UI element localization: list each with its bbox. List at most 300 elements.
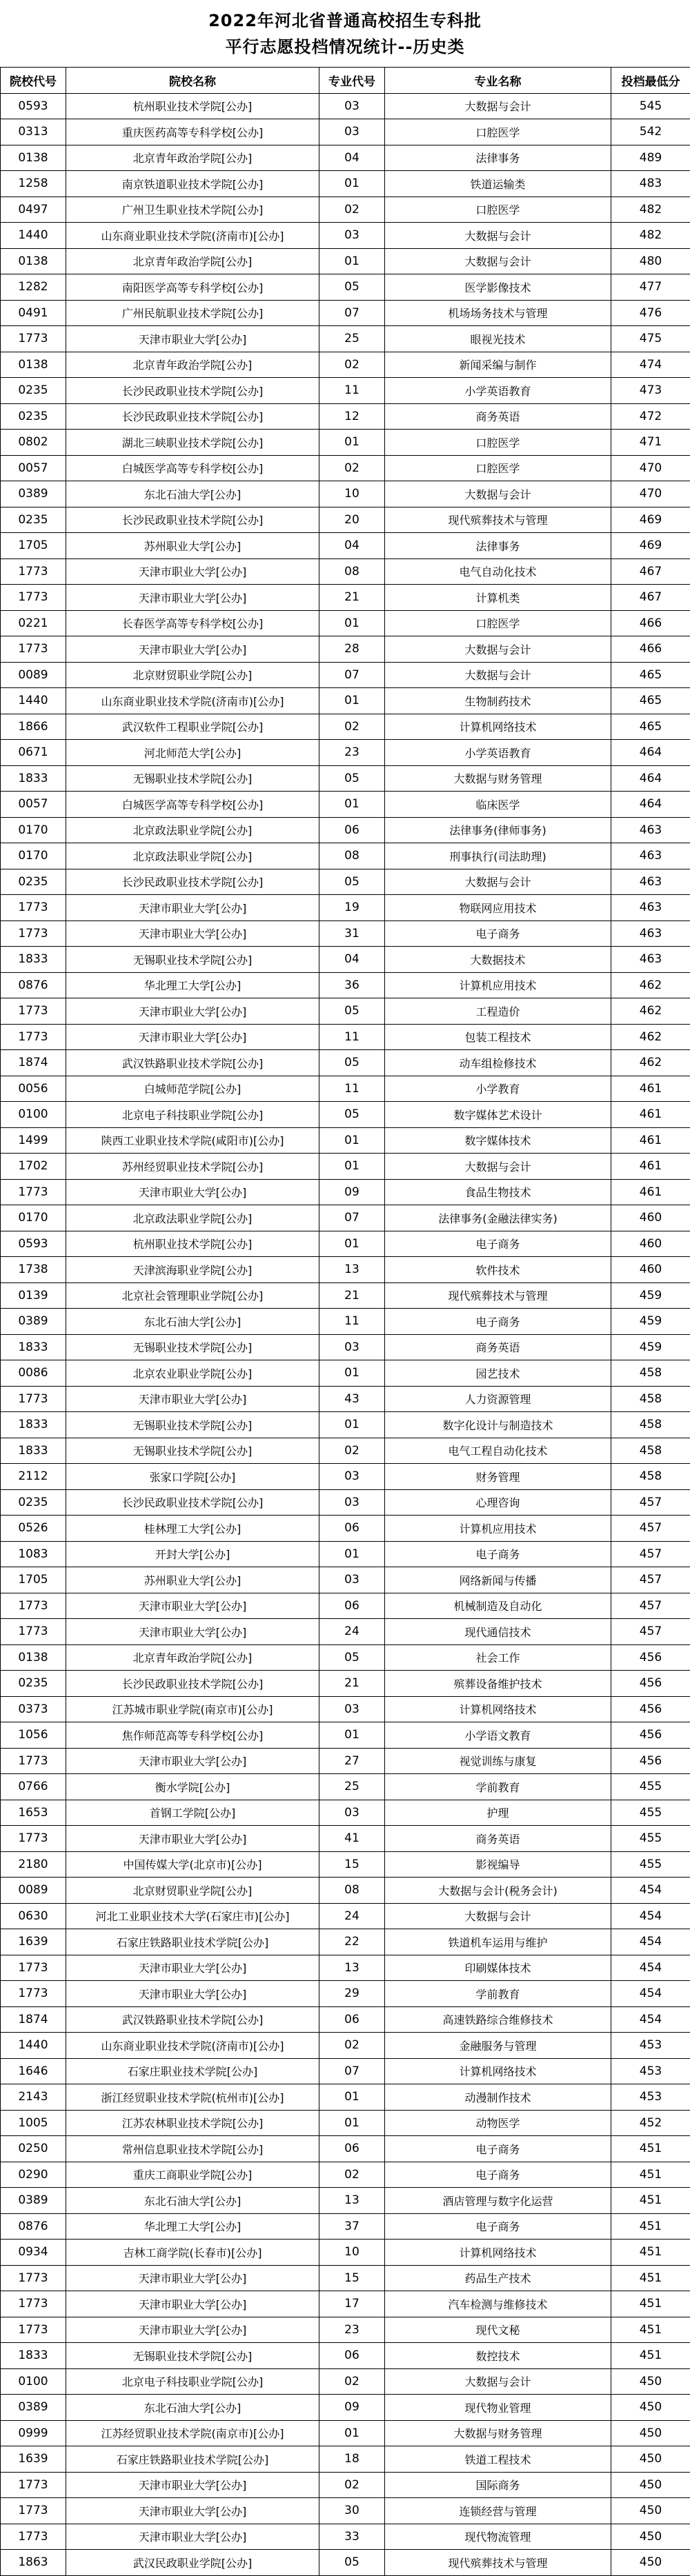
school-name-cell: 北京青年政治学院[公办] [66, 1644, 319, 1671]
school-name-cell: 白城医学高等专科学校[公办] [66, 455, 319, 481]
table-row [1, 1929, 690, 1955]
major-code-cell: 08 [319, 1878, 385, 1904]
school-code-cell: 1258 [1, 171, 66, 197]
school-code-cell: 0170 [1, 1205, 66, 1231]
min-score-cell: 451 [611, 2213, 690, 2240]
school-name-cell: 天津市职业大学[公办] [66, 1619, 319, 1645]
major-code-cell: 08 [319, 559, 385, 585]
header-major-code: 专业代号 [319, 68, 385, 94]
school-code-cell: 0057 [1, 792, 66, 818]
min-score-cell: 458 [611, 1386, 690, 1412]
table-row [1, 610, 690, 636]
admission-table [0, 67, 690, 2576]
school-name-cell: 华北理工大学[公办] [66, 972, 319, 998]
major-name-cell: 大数据与会计 [385, 223, 611, 249]
school-code-cell: 1773 [1, 1024, 66, 1050]
table-row [1, 1179, 690, 1205]
min-score-cell: 458 [611, 1464, 690, 1490]
table-row [1, 455, 690, 481]
min-score-cell: 480 [611, 248, 690, 274]
table-row [1, 197, 690, 223]
table-row [1, 2291, 690, 2317]
min-score-cell: 461 [611, 1102, 690, 1128]
min-score-cell: 453 [611, 2058, 690, 2084]
school-name-cell: 东北石油大学[公办] [66, 481, 319, 507]
school-name-cell: 天津市职业大学[公办] [66, 585, 319, 611]
school-code-cell: 0290 [1, 2162, 66, 2188]
school-code-cell: 0138 [1, 145, 66, 171]
major-name-cell: 数字化设计与制造技术 [385, 1412, 611, 1438]
min-score-cell: 460 [611, 1205, 690, 1231]
school-name-cell: 河北工业职业技术大学(石家庄市)[公办] [66, 1903, 319, 1929]
school-code-cell: 1705 [1, 533, 66, 559]
table-row [1, 920, 690, 947]
major-code-cell: 13 [319, 2188, 385, 2214]
table-row [1, 2006, 690, 2033]
min-score-cell: 470 [611, 481, 690, 507]
min-score-cell: 469 [611, 533, 690, 559]
major-code-cell: 03 [319, 1696, 385, 1722]
school-code-cell: 1773 [1, 1826, 66, 1852]
min-score-cell: 452 [611, 2110, 690, 2136]
major-name-cell: 现代殡葬技术与管理 [385, 1282, 611, 1309]
table-row [1, 481, 690, 507]
major-name-cell: 刑事执行(司法助理) [385, 843, 611, 869]
school-code-cell: 1773 [1, 998, 66, 1025]
school-code-cell: 0139 [1, 1282, 66, 1309]
school-name-cell: 北京政法职业学院[公办] [66, 843, 319, 869]
major-name-cell: 护理 [385, 1800, 611, 1826]
school-name-cell: 广州卫生职业技术学院[公办] [66, 197, 319, 223]
school-name-cell: 南阳医学高等专科学校[公办] [66, 274, 319, 301]
major-name-cell: 电子商务 [385, 1309, 611, 1335]
major-code-cell: 11 [319, 1024, 385, 1050]
school-name-cell: 杭州职业技术学院[公办] [66, 93, 319, 119]
major-name-cell: 社会工作 [385, 1644, 611, 1671]
major-code-cell: 03 [319, 1334, 385, 1360]
school-name-cell: 吉林工商学院(长春市)[公办] [66, 2240, 319, 2266]
major-code-cell: 05 [319, 1644, 385, 1671]
school-code-cell: 0086 [1, 1360, 66, 1387]
school-name-cell: 苏州职业大学[公办] [66, 1567, 319, 1593]
table-row [1, 2188, 690, 2214]
min-score-cell: 466 [611, 636, 690, 663]
school-code-cell: 1773 [1, 1386, 66, 1412]
major-code-cell: 07 [319, 662, 385, 688]
min-score-cell: 458 [611, 1412, 690, 1438]
min-score-cell: 455 [611, 1800, 690, 1826]
major-name-cell: 电子商务 [385, 920, 611, 947]
min-score-cell: 457 [611, 1567, 690, 1593]
school-code-cell: 0138 [1, 248, 66, 274]
table-row [1, 1567, 690, 1593]
major-code-cell: 01 [319, 430, 385, 456]
major-name-cell: 法律事务(金融法律实务) [385, 1205, 611, 1231]
min-score-cell: 470 [611, 455, 690, 481]
major-code-cell: 07 [319, 300, 385, 326]
school-code-cell: 1833 [1, 1438, 66, 1464]
major-code-cell: 18 [319, 2446, 385, 2473]
school-name-cell: 焦作师范高等专科学校[公办] [66, 1722, 319, 1749]
table-row [1, 2084, 690, 2111]
major-code-cell: 05 [319, 2550, 385, 2576]
school-code-cell: 1639 [1, 1929, 66, 1955]
table-row [1, 585, 690, 611]
min-score-cell: 463 [611, 895, 690, 921]
major-name-cell: 大数据与会计 [385, 662, 611, 688]
major-code-cell: 05 [319, 998, 385, 1025]
school-name-cell: 北京农业职业学院[公办] [66, 1360, 319, 1387]
major-name-cell: 动车组检修技术 [385, 1050, 611, 1076]
min-score-cell: 482 [611, 223, 690, 249]
table-row [1, 817, 690, 843]
major-name-cell: 数字媒体艺术设计 [385, 1102, 611, 1128]
major-code-cell: 01 [319, 1127, 385, 1154]
major-name-cell: 大数据与会计 [385, 93, 611, 119]
table-row [1, 1076, 690, 1102]
min-score-cell: 459 [611, 1334, 690, 1360]
major-name-cell: 计算机网络技术 [385, 2240, 611, 2266]
major-code-cell: 02 [319, 455, 385, 481]
major-code-cell: 17 [319, 2291, 385, 2317]
major-name-cell: 园艺技术 [385, 1360, 611, 1387]
school-code-cell: 0526 [1, 1516, 66, 1542]
school-code-cell: 1773 [1, 2291, 66, 2317]
school-code-cell: 0389 [1, 2188, 66, 2214]
school-code-cell: 0250 [1, 2136, 66, 2162]
major-code-cell: 01 [319, 1722, 385, 1749]
school-name-cell: 天津市职业大学[公办] [66, 1748, 319, 1774]
min-score-cell: 473 [611, 378, 690, 404]
min-score-cell: 454 [611, 1929, 690, 1955]
school-code-cell: 0170 [1, 843, 66, 869]
table-row [1, 145, 690, 171]
major-name-cell: 大数据与会计 [385, 869, 611, 895]
school-code-cell: 2143 [1, 2084, 66, 2111]
school-code-cell: 0876 [1, 972, 66, 998]
school-code-cell: 0235 [1, 403, 66, 430]
major-code-cell: 03 [319, 93, 385, 119]
table-row [1, 2498, 690, 2524]
table-row [1, 559, 690, 585]
school-name-cell: 北京电子科技职业学院[公办] [66, 1102, 319, 1128]
school-code-cell: 1005 [1, 2110, 66, 2136]
school-code-cell: 1866 [1, 714, 66, 740]
major-name-cell: 法律事务(律师事务) [385, 817, 611, 843]
school-code-cell: 0235 [1, 507, 66, 533]
table-row [1, 1826, 690, 1852]
table-row [1, 2058, 690, 2084]
min-score-cell: 462 [611, 972, 690, 998]
min-score-cell: 451 [611, 2343, 690, 2369]
school-name-cell: 武汉软件工程职业学院[公办] [66, 714, 319, 740]
school-code-cell: 0389 [1, 2395, 66, 2421]
header-major-name: 专业名称 [385, 68, 611, 94]
table-row [1, 2213, 690, 2240]
table-row [1, 300, 690, 326]
major-name-cell: 人力资源管理 [385, 1386, 611, 1412]
school-code-cell: 1773 [1, 1981, 66, 2007]
major-code-cell: 07 [319, 1205, 385, 1231]
school-code-cell: 1773 [1, 895, 66, 921]
major-code-cell: 15 [319, 2265, 385, 2291]
major-name-cell: 高速铁路综合维修技术 [385, 2006, 611, 2033]
school-name-cell: 华北理工大学[公办] [66, 2213, 319, 2240]
min-score-cell: 461 [611, 1076, 690, 1102]
major-code-cell: 02 [319, 197, 385, 223]
min-score-cell: 450 [611, 2395, 690, 2421]
school-name-cell: 东北石油大学[公办] [66, 2188, 319, 2214]
major-name-cell: 财务管理 [385, 1464, 611, 1490]
school-name-cell: 石家庄职业技术学院[公办] [66, 2058, 319, 2084]
school-code-cell: 0373 [1, 1696, 66, 1722]
table-row [1, 1878, 690, 1904]
major-code-cell: 02 [319, 714, 385, 740]
min-score-cell: 454 [611, 1955, 690, 1981]
table-row [1, 2368, 690, 2395]
school-code-cell: 1702 [1, 1154, 66, 1180]
major-code-cell: 12 [319, 403, 385, 430]
major-code-cell: 05 [319, 274, 385, 301]
min-score-cell: 450 [611, 2498, 690, 2524]
major-code-cell: 10 [319, 2240, 385, 2266]
min-score-cell: 451 [611, 2291, 690, 2317]
table-header-row [1, 68, 690, 94]
school-code-cell: 1833 [1, 765, 66, 792]
school-name-cell: 江苏经贸职业技术学院(南京市)[公办] [66, 2420, 319, 2446]
school-code-cell: 1499 [1, 1127, 66, 1154]
school-code-cell: 0235 [1, 869, 66, 895]
major-code-cell: 01 [319, 2420, 385, 2446]
table-row [1, 1644, 690, 1671]
min-score-cell: 471 [611, 430, 690, 456]
school-code-cell: 0170 [1, 817, 66, 843]
major-name-cell: 商务英语 [385, 1826, 611, 1852]
school-name-cell: 广州民航职业技术学院[公办] [66, 300, 319, 326]
major-name-cell: 计算机应用技术 [385, 972, 611, 998]
table-row [1, 869, 690, 895]
school-code-cell: 0100 [1, 1102, 66, 1128]
major-code-cell: 07 [319, 2058, 385, 2084]
major-code-cell: 24 [319, 1903, 385, 1929]
table-row [1, 2524, 690, 2550]
school-code-cell: 0138 [1, 1644, 66, 1671]
min-score-cell: 462 [611, 1050, 690, 1076]
school-name-cell: 山东商业职业技术学院(济南市)[公办] [66, 2033, 319, 2059]
school-name-cell: 无锡职业技术学院[公办] [66, 1438, 319, 1464]
min-score-cell: 460 [611, 1231, 690, 1257]
table-row [1, 1722, 690, 1749]
major-name-cell: 物联网应用技术 [385, 895, 611, 921]
min-score-cell: 456 [611, 1748, 690, 1774]
school-name-cell: 中国传媒大学(北京市)[公办] [66, 1851, 319, 1878]
table-row [1, 119, 690, 145]
school-name-cell: 长沙民政职业技术学院[公办] [66, 1671, 319, 1697]
school-name-cell: 北京政法职业学院[公办] [66, 817, 319, 843]
major-name-cell: 心理咨询 [385, 1489, 611, 1516]
min-score-cell: 463 [611, 843, 690, 869]
school-code-cell: 1773 [1, 2472, 66, 2498]
school-code-cell: 0876 [1, 2213, 66, 2240]
major-name-cell: 商务英语 [385, 403, 611, 430]
major-name-cell: 铁道机车运用与维护 [385, 1929, 611, 1955]
major-name-cell: 大数据与会计 [385, 636, 611, 663]
major-code-cell: 06 [319, 2006, 385, 2033]
school-name-cell: 天津市职业大学[公办] [66, 2498, 319, 2524]
major-code-cell: 25 [319, 1774, 385, 1800]
major-name-cell: 法律事务 [385, 145, 611, 171]
major-name-cell: 新闻采编与制作 [385, 352, 611, 378]
major-code-cell: 24 [319, 1619, 385, 1645]
major-code-cell: 41 [319, 1826, 385, 1852]
major-name-cell: 商务英语 [385, 1334, 611, 1360]
min-score-cell: 455 [611, 1851, 690, 1878]
min-score-cell: 450 [611, 2550, 690, 2576]
major-code-cell: 01 [319, 610, 385, 636]
table-row [1, 2317, 690, 2343]
min-score-cell: 467 [611, 585, 690, 611]
table-row [1, 533, 690, 559]
school-name-cell: 江苏城市职业学院(南京市)[公办] [66, 1696, 319, 1722]
min-score-cell: 459 [611, 1282, 690, 1309]
table-row [1, 378, 690, 404]
school-name-cell: 石家庄铁路职业技术学院[公办] [66, 1929, 319, 1955]
table-row [1, 1309, 690, 1335]
major-code-cell: 01 [319, 2110, 385, 2136]
table-row [1, 2446, 690, 2473]
school-code-cell: 0389 [1, 1309, 66, 1335]
major-name-cell: 小学英语教育 [385, 740, 611, 766]
school-name-cell: 天津市职业大学[公办] [66, 1981, 319, 2007]
school-name-cell: 无锡职业技术学院[公办] [66, 947, 319, 973]
major-code-cell: 11 [319, 378, 385, 404]
min-score-cell: 464 [611, 765, 690, 792]
major-name-cell: 电子商务 [385, 2136, 611, 2162]
major-code-cell: 11 [319, 1309, 385, 1335]
major-name-cell: 机械制造及自动化 [385, 1593, 611, 1619]
min-score-cell: 472 [611, 403, 690, 430]
table-row [1, 1205, 690, 1231]
major-name-cell: 影视编导 [385, 1851, 611, 1878]
school-code-cell: 1874 [1, 2006, 66, 2033]
min-score-cell: 450 [611, 2524, 690, 2550]
school-name-cell: 首钢工学院[公办] [66, 1800, 319, 1826]
school-name-cell: 东北石油大学[公办] [66, 2395, 319, 2421]
table-row [1, 403, 690, 430]
table-row [1, 1257, 690, 1283]
school-code-cell: 1773 [1, 1748, 66, 1774]
school-name-cell: 白城师范学院[公办] [66, 1076, 319, 1102]
school-name-cell: 长沙民政职业技术学院[公办] [66, 869, 319, 895]
major-code-cell: 22 [319, 1929, 385, 1955]
table-row [1, 223, 690, 249]
school-code-cell: 1440 [1, 223, 66, 249]
min-score-cell: 475 [611, 326, 690, 352]
major-code-cell: 19 [319, 895, 385, 921]
school-name-cell: 重庆医药高等专科学校[公办] [66, 119, 319, 145]
major-code-cell: 02 [319, 352, 385, 378]
table-row [1, 895, 690, 921]
school-name-cell: 天津市职业大学[公办] [66, 2291, 319, 2317]
table-row [1, 1851, 690, 1878]
min-score-cell: 454 [611, 1981, 690, 2007]
min-score-cell: 465 [611, 662, 690, 688]
major-name-cell: 计算机网络技术 [385, 714, 611, 740]
min-score-cell: 477 [611, 274, 690, 301]
school-code-cell: 1646 [1, 2058, 66, 2084]
table-row [1, 2162, 690, 2188]
school-name-cell: 苏州职业大学[公办] [66, 533, 319, 559]
table-row [1, 1593, 690, 1619]
min-score-cell: 463 [611, 947, 690, 973]
table-row [1, 714, 690, 740]
school-name-cell: 天津市职业大学[公办] [66, 2265, 319, 2291]
min-score-cell: 460 [611, 1257, 690, 1283]
major-code-cell: 06 [319, 1516, 385, 1542]
min-score-cell: 461 [611, 1127, 690, 1154]
school-code-cell: 0934 [1, 2240, 66, 2266]
school-code-cell: 1833 [1, 1412, 66, 1438]
school-name-cell: 天津滨海职业学院[公办] [66, 1257, 319, 1283]
table-row [1, 765, 690, 792]
major-name-cell: 酒店管理与数字化运营 [385, 2188, 611, 2214]
school-code-cell: 0802 [1, 430, 66, 456]
major-code-cell: 09 [319, 1179, 385, 1205]
min-score-cell: 457 [611, 1516, 690, 1542]
major-code-cell: 06 [319, 1593, 385, 1619]
school-name-cell: 重庆工商职业学院[公办] [66, 2162, 319, 2188]
school-name-cell: 北京青年政治学院[公办] [66, 248, 319, 274]
page-header [0, 0, 690, 67]
min-score-cell: 474 [611, 352, 690, 378]
school-name-cell: 石家庄铁路职业技术学院[公办] [66, 2446, 319, 2473]
table-row [1, 2110, 690, 2136]
min-score-cell: 454 [611, 1878, 690, 1904]
major-code-cell: 28 [319, 636, 385, 663]
min-score-cell: 451 [611, 2317, 690, 2343]
table-row [1, 1102, 690, 1128]
school-code-cell: 2112 [1, 1464, 66, 1490]
school-name-cell: 无锡职业技术学院[公办] [66, 2343, 319, 2369]
major-name-cell: 连锁经营与管理 [385, 2498, 611, 2524]
school-code-cell: 0999 [1, 2420, 66, 2446]
school-code-cell: 2180 [1, 1851, 66, 1878]
school-name-cell: 北京青年政治学院[公办] [66, 145, 319, 171]
school-name-cell: 开封大学[公办] [66, 1541, 319, 1567]
table-row [1, 1981, 690, 2007]
major-name-cell: 工程造价 [385, 998, 611, 1025]
major-name-cell: 现代物流管理 [385, 2524, 611, 2550]
min-score-cell: 453 [611, 2084, 690, 2111]
table-row [1, 1541, 690, 1567]
table-row [1, 1516, 690, 1542]
major-code-cell: 01 [319, 1360, 385, 1387]
min-score-cell: 463 [611, 869, 690, 895]
page-title-line-2: 平行志愿投档情况统计--历史类 [226, 34, 465, 60]
min-score-cell: 455 [611, 1826, 690, 1852]
major-code-cell: 27 [319, 1748, 385, 1774]
major-code-cell: 03 [319, 1489, 385, 1516]
school-name-cell: 北京青年政治学院[公办] [66, 352, 319, 378]
min-score-cell: 453 [611, 2033, 690, 2059]
major-code-cell: 01 [319, 1541, 385, 1567]
school-code-cell: 0100 [1, 2368, 66, 2395]
school-name-cell: 山东商业职业技术学院(济南市)[公办] [66, 223, 319, 249]
school-name-cell: 武汉铁路职业技术学院[公办] [66, 1050, 319, 1076]
table-row [1, 1360, 690, 1387]
min-score-cell: 457 [611, 1489, 690, 1516]
major-code-cell: 29 [319, 1981, 385, 2007]
